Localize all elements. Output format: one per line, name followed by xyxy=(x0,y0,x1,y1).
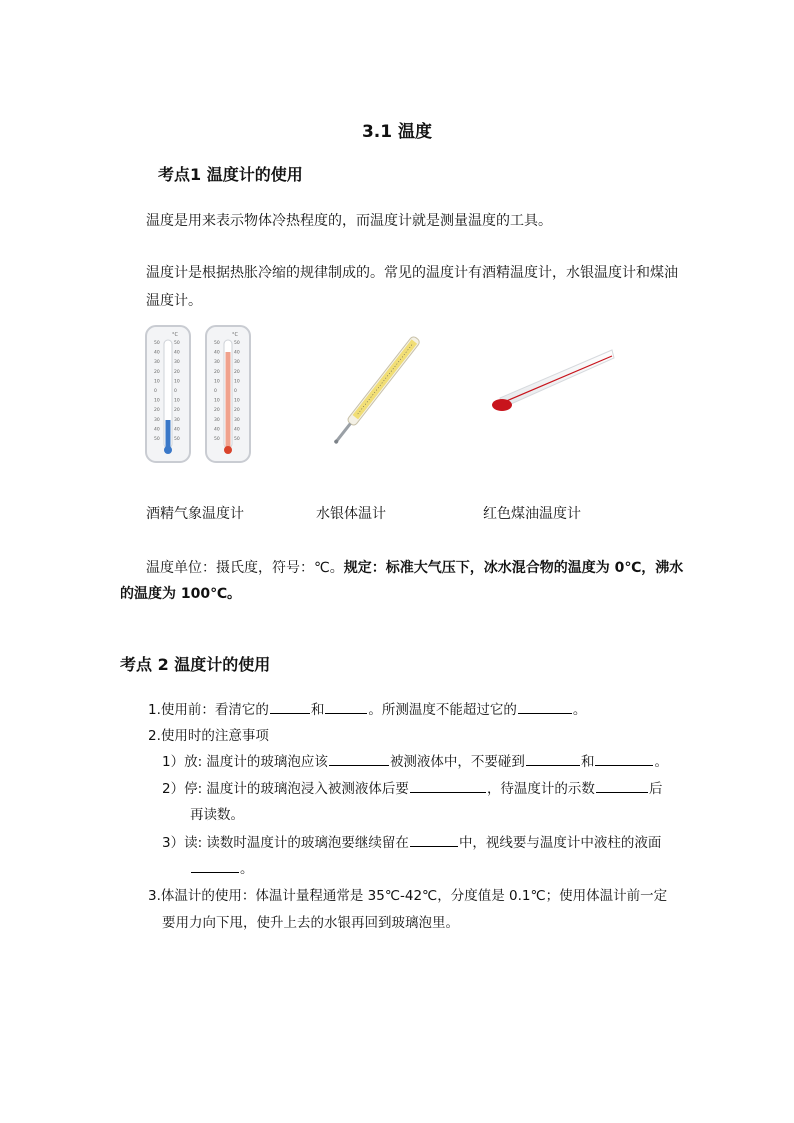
item2-3-line1 xyxy=(162,831,661,851)
alcohol-scale-label-left: 50 xyxy=(154,341,160,346)
mercury-scale-label-left: 10 xyxy=(214,398,220,404)
item2-2-line2: 再读数。 xyxy=(190,807,244,823)
item2-2-line1 xyxy=(162,777,662,797)
item2-3-text-c: 。 xyxy=(240,861,254,877)
blank[interactable] xyxy=(518,699,572,714)
mercury-scale-label-right: 50 xyxy=(234,341,240,346)
alcohol-scale-label-right: 50 xyxy=(174,341,180,346)
mercury-scale-label-left: 50 xyxy=(214,341,220,346)
section1-para2-line2: 温度计。 xyxy=(146,293,202,309)
mercury-scale-label-right: 50 xyxy=(234,437,240,442)
alcohol-scale-label-left: 30 xyxy=(154,360,160,366)
item2-1-text-a: 1）放: 温度计的玻璃泡应该 xyxy=(162,754,328,770)
mercury-scale-label-left: 10 xyxy=(214,379,220,385)
alcohol-scale-label-left: 20 xyxy=(154,369,160,375)
mercury-scale-label-right: 20 xyxy=(234,369,240,375)
alcohol-scale-label-left: 0 xyxy=(154,389,157,394)
mercury-scale-label-left: 0 xyxy=(214,389,217,394)
mercury-scale-label-right: 40 xyxy=(234,427,240,433)
item2: 2.使用时的注意事项 xyxy=(148,728,269,744)
scale-unit-a: °C xyxy=(172,332,178,338)
alcohol-scale-label-right: 50 xyxy=(174,437,180,442)
kerosene-thermometer-icon xyxy=(480,340,615,420)
alcohol-scale-label-left: 10 xyxy=(154,398,160,404)
blank[interactable] xyxy=(325,699,367,714)
blank[interactable] xyxy=(410,778,486,793)
alcohol-scale-label-right: 30 xyxy=(174,417,180,423)
alcohol-thermometer-figure xyxy=(120,322,280,472)
mercury-scale-label-right: 20 xyxy=(234,408,240,414)
item2-3-line2 xyxy=(190,857,254,877)
alcohol-scale-label-right: 20 xyxy=(174,369,180,375)
mercury-scale-label-right: 40 xyxy=(234,350,240,356)
section1-para1: 温度是用来表示物体冷热程度的，而温度计就是测量温度的工具。 xyxy=(146,213,552,229)
mercury-thermometer-figure xyxy=(320,322,430,462)
mercury-scale-label-right: 10 xyxy=(234,398,240,404)
item1-text-b: 和 xyxy=(310,702,325,718)
item1-text-a: 1.使用前：看清它的 xyxy=(148,702,269,718)
section1-heading: 考点1 温度计的使用 xyxy=(158,165,303,184)
item2-1-text-d: 。 xyxy=(654,754,668,770)
blank[interactable] xyxy=(410,832,458,847)
item1 xyxy=(148,698,586,718)
item1-text-c: 。所测温度不能超过它的 xyxy=(368,702,517,718)
alcohol-scale-label-right: 10 xyxy=(174,398,180,404)
alcohol-scale-label-right: 20 xyxy=(174,408,180,414)
item2-2-text-a: 2）停: 温度计的玻璃泡浸入被测液体后要 xyxy=(162,781,409,797)
alcohol-scale-label-right: 40 xyxy=(174,427,180,433)
caption-kerosene: 红色煤油温度计 xyxy=(483,506,581,522)
kerosene-thermometer-figure xyxy=(480,340,615,420)
mercury-scale-label-left: 40 xyxy=(214,350,220,356)
section1-para2-line1: 温度计是根据热胀冷缩的规律制成的。常见的温度计有酒精温度计，水银温度计和煤油 xyxy=(146,265,678,281)
alcohol-scale-label-left: 40 xyxy=(154,350,160,356)
blank[interactable] xyxy=(329,751,389,766)
alcohol-scale-label-left: 10 xyxy=(154,379,160,385)
caption-alcohol: 酒精气象温度计 xyxy=(146,506,244,522)
mercury-scale-label-left: 30 xyxy=(214,417,220,423)
item2-1 xyxy=(162,750,668,770)
item2-3-text-a: 3）读: 读数时温度计的玻璃泡要继续留在 xyxy=(162,835,409,851)
item3-line1: 3.体温计的使用：体温计量程通常是 35℃-42℃，分度值是 0.1℃；使用体温计前一定 xyxy=(148,888,668,904)
units-line1 xyxy=(146,557,683,577)
mercury-scale-label-right: 30 xyxy=(234,360,240,366)
item3-line2: 要用力向下甩，使升上去的水银再回到玻璃泡里。 xyxy=(162,915,459,931)
mercury-scale-label-left: 50 xyxy=(214,437,220,442)
alcohol-scale-label-left: 20 xyxy=(154,408,160,414)
caption-mercury: 水银体温计 xyxy=(316,506,386,522)
blank[interactable] xyxy=(596,778,648,793)
units-rule-line1: 规定：标准大气压下，冰水混合物的温度为 0℃，沸水 xyxy=(343,560,684,576)
alcohol-scale-label-left: 30 xyxy=(154,417,160,423)
blank[interactable] xyxy=(526,751,580,766)
alcohol-scale-label-right: 30 xyxy=(174,360,180,366)
item2-1-text-b: 被测液体中，不要碰到 xyxy=(389,754,525,770)
alcohol-scale-label-left: 40 xyxy=(154,427,160,433)
units-prefix: 温度单位：摄氏度，符号：℃。 xyxy=(146,560,344,576)
alcohol-scale-label-right: 40 xyxy=(174,350,180,356)
blank[interactable] xyxy=(191,858,239,873)
alcohol-scale-label-right: 10 xyxy=(174,379,180,385)
mercury-scale-label-left: 40 xyxy=(214,427,220,433)
item2-3-text-b: 中，视线要与温度计中液柱的液面 xyxy=(458,835,662,851)
mercury-scale-label-right: 0 xyxy=(234,389,237,394)
item2-2-text-c: 后 xyxy=(648,781,663,797)
alcohol-scale-label-right: 0 xyxy=(174,389,177,394)
mercury-scale-label-right: 30 xyxy=(234,417,240,423)
alcohol-thermometer-icon xyxy=(120,322,280,472)
page-title: 3.1 温度 xyxy=(361,122,433,142)
item1-text-d: 。 xyxy=(572,702,587,718)
mercury-scale-label-right: 10 xyxy=(234,379,240,385)
blank[interactable] xyxy=(595,751,653,766)
mercury-thermometer-icon xyxy=(320,322,430,462)
item2-2-text-b: ，待温度计的示数 xyxy=(486,781,595,797)
scale-unit-b: °C xyxy=(232,332,238,338)
mercury-scale-label-left: 30 xyxy=(214,360,220,366)
alcohol-scale-label-left: 50 xyxy=(154,437,160,442)
mercury-scale-label-left: 20 xyxy=(214,408,220,414)
item2-1-text-c: 和 xyxy=(580,754,595,770)
blank[interactable] xyxy=(270,699,310,714)
units-rule-line2: 的温度为 100℃。 xyxy=(120,586,242,602)
mercury-scale-label-left: 20 xyxy=(214,369,220,375)
section2-heading: 考点 2 温度计的使用 xyxy=(120,655,271,674)
